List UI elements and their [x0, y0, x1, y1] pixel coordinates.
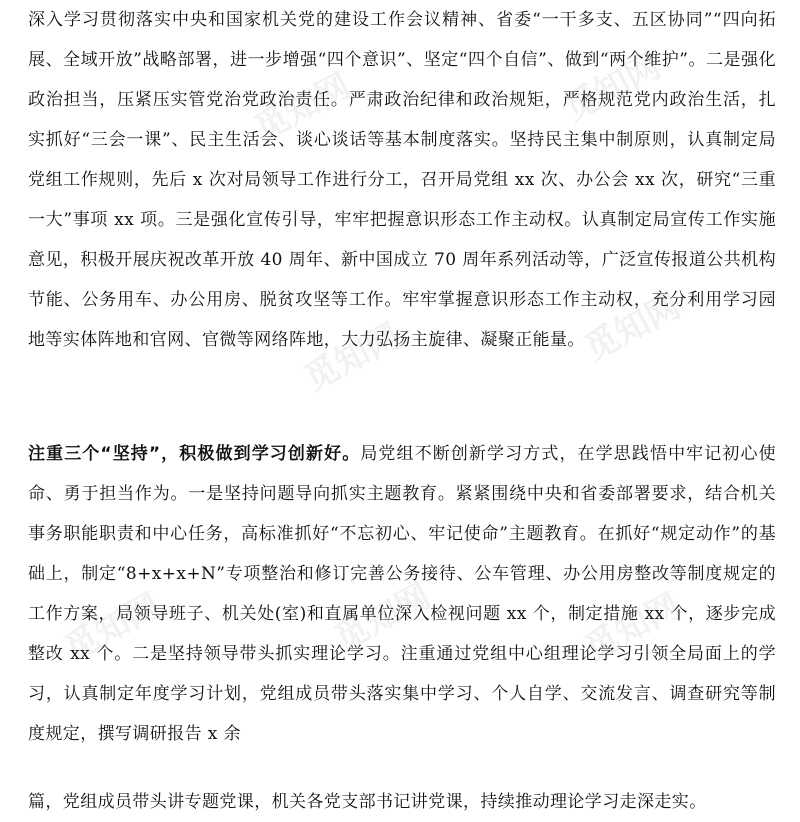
paragraph-lead-heading: 注重三个“坚持”，积极做到学习创新好。 [28, 444, 361, 464]
paragraph-body-text: 局党组不断创新学习方式，在学思践悟中牢记初心使命、勇于担当作为。一是坚持问题导向抓实主题教育。紧紧围绕中央和省委部署要求，结合机关事务职能职责和中心任务，高标准抓好“不忘初心、牢记使命”主题教育。在抓好“规定动作”的基础上，制定“8+x+x+N”专项整治和修订完善公务接待、公车管理、办公用房整改等制度规定的工作方案，局领导班子、机关处(室)和直属单位深入检视问题 xx 个，制定措施 xx 个，逐步完成整改 xx 个。二是坚持领导带头抓实理论学习。注重通过党组中心组理论学习引领全局面上的学习，认真制定年度学习计划，党组成员带头落实集中学习、个人自学、交流发言、调查研究等制度规定，撰写调研报告 x 余 [28, 444, 776, 744]
paragraph-political-building: 深入学习贯彻落实中央和国家机关党的建设工作会议精神、省委“一干多支、五区协同”“四向拓展、全域开放”战略部署，进一步增强“四个意识”、坚定“四个自信”、做到“两个维护”。二是强化政治担当，压紧压实管党治党政治责任。严肃政治纪律和政治规矩，严格规范党内政治生活，扎实抓好“三会一课”、民主生活会、谈心谈话等基本制度落实。坚持民主集中制原则，认真制定局党组工作规则，先后 x 次对局领导工作进行分工，召开局党组 xx 次、办公会 xx 次，研究“三重一大”事项 xx 项。三是强化宣传引导，牢牢把握意识形态工作主动权。认真制定局宣传工作实施意见，积极开展庆祝改革开放 40 周年、新中国成立 70 周年系列活动等，广泛宣传报道公共机构节能、公务用车、办公用房、脱贫攻坚等工作。牢牢掌握意识形态工作主动权，充分利用学习园地等实体阵地和官网、官微等网络阵地，大力弘扬主旋律、凝聚正能量。 [28, 10, 776, 350]
paragraph-learning-innovation [28, 434, 776, 754]
watermark-text: 觅知网 [558, 45, 668, 130]
watermark-text: 觅知网 [578, 585, 688, 670]
paragraph-cut-off: 篇，党组成员带头讲专题党课，机关各党支部书记讲党课，持续推动理论学习走深走实。 [28, 792, 707, 812]
watermark-text: 觅知网 [248, 65, 358, 150]
watermark-text: 觅知网 [328, 575, 438, 660]
watermark-text: 觅知网 [298, 315, 408, 400]
watermark-text: 觅知网 [578, 285, 688, 370]
watermark-text: 觅知网 [58, 585, 168, 670]
